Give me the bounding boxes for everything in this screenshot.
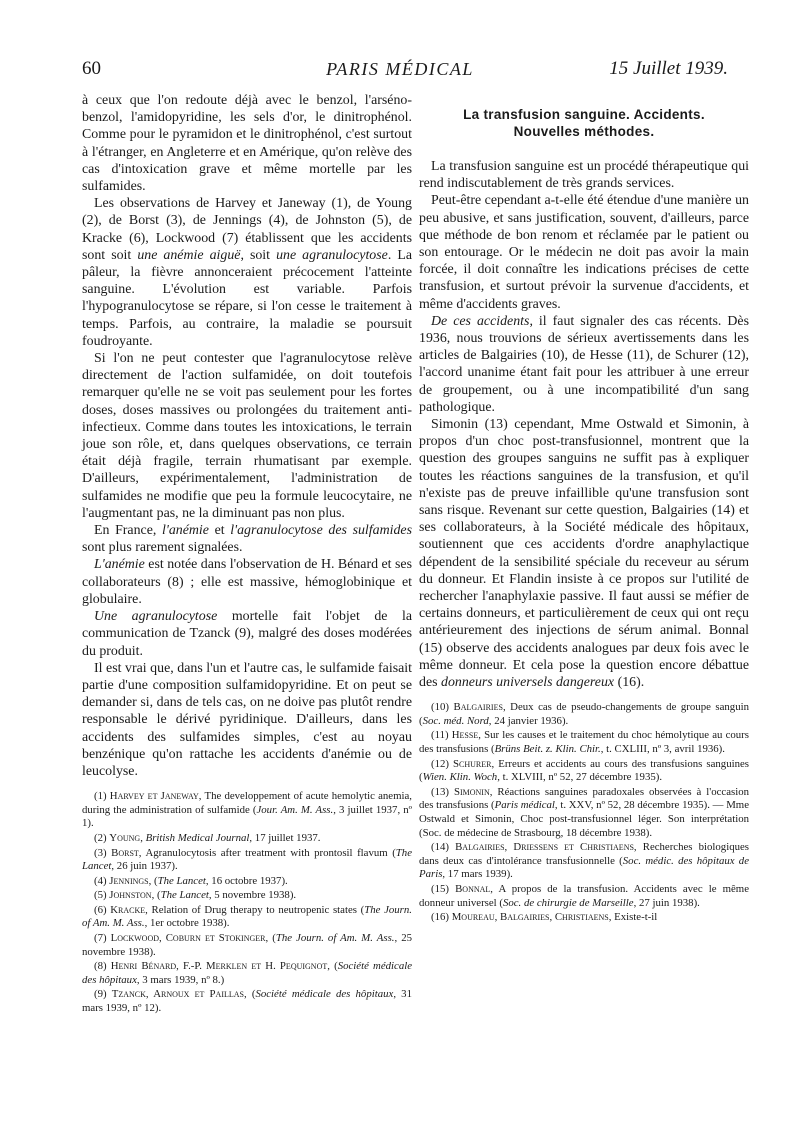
footnote: (4) Jennings, (The Lancet, 16 octobre 1937). xyxy=(94,874,288,887)
footnote: (6) Kracke, Relation of Drug therapy to neutropenic states (The Journ. of Am. M. Ass., 1er octobre 1938). xyxy=(82,903,412,930)
footnote: (11) Hesse, Sur les causes et le traitement du choc hémolytique au cours des transfusions (Brüns Beit. z. Klin. Chir., t. CXLIII, nº 3, avril 1936). xyxy=(419,729,749,756)
paragraph: L'anémie est notée dans l'observation de H. Bénard et ses collaborateurs (8) ; elle est massive, hémoglobinique et globulaire. xyxy=(82,557,412,607)
left-column xyxy=(82,92,412,1017)
paragraph: Si l'on ne peut contester que l'agranulocytose relève directement de l'action sulfamidée, on doit toutefois remarquer qu'elle ne se voit pas seulement pour les fortes doses, doses massives ou prolongées du traitement anti-infectieux. Comme dans toutes les intoxications, le terrain joue son rôle, et, dans quelques observations, ce terrain était déjà fragile, terrain rhumatisant par exemple. D'ailleurs, expérimentalement, l'administration de sulfamides ne modifie que peu la formule leucocytaire, ne l'augmentant pas, ne la diminuant pas non plus. xyxy=(82,351,412,521)
footnotes xyxy=(82,790,412,1016)
page-header xyxy=(0,58,800,92)
paragraph: Une agranulocytose mortelle fait l'objet de la communication de Tzanck (9), malgré des doses modérées du produit. xyxy=(82,609,412,659)
paragraph: De ces accidents, il faut signaler des cas récents. Dès 1936, nous trouvions de sérieux avertissements dans les articles de Balgairies (10), de Hesse (11), de Schurer (12), l'accord unanime étant fait pour les attribuer à une erreur de groupement, ou à une incompatibilité d'un sang pathologique. xyxy=(419,313,749,415)
paragraph: La transfusion sanguine est un procédé thérapeutique qui rend indiscutablement de très grands services. xyxy=(419,159,749,192)
footnote: (12) Schurer, Erreurs et accidents au cours des transfusions sanguines (Wien. Klin. Woch, t. XLVIII, nº 52, 27 décembre 1935). xyxy=(419,757,749,784)
paragraph: Simonin (13) cependant, Mme Ostwald et Simonin, à propos d'un choc post-transfusionnel, montrent que la question des groupes sanguins ne suffit pas à expliquer toutes les réactions sanguines de la transfusion, et qu'il n'existe pas de preuve infaillible qu'une transfusion sont sans risque. Revenant sur cette question, Balgairies (14) et ses collaborateurs, à la Société médicale des hôpitaux, soutiennent que ces accidents d'ordre anaphylactique dépendent de la sensibilité spéciale du receveur au sérum du donneur. Et Flandin insiste à ce propos sur l'utilité de rechercher l'anaphylaxie passive. Il faut aussi se méfier de certains donneurs, et particulièrement de ceux qui ont reçu antérieurement des injections de sérum animal. Bonnal (15) observe des accidents analogues par deux fois avec le même donneur. Et cela pose la question encore débattue des donneurs universels dangereux (16). xyxy=(419,417,749,691)
right-column xyxy=(419,92,749,926)
section-heading: La transfusion sanguine. Accidents. Nouvelles méthodes. xyxy=(463,107,705,139)
footnote: (14) Balgairies, Driessens et Christiaens, Recherches biologiques dans deux cas d'intolérance transfusionnelle (Soc. médic. des hôpitaux de Paris, 17 mars 1939). xyxy=(419,841,749,881)
paragraph: à ceux que l'on redoute déjà avec le benzol, l'arséno-benzol, l'amidopyridine, les sels d'or, le dinitrophénol. Comme pour le pyramidon et le dinitrophénol, c'est surtout à l'étranger, en Angleterre et en Amérique, qu'on relève des cas d'intoxication grave et même mortelle par les sulfamides. xyxy=(82,93,412,195)
paragraph: En France, l'anémie et l'agranulocytose des sulfamides sont plus rarement signalées. xyxy=(82,523,412,556)
page-number: 60 xyxy=(82,58,101,79)
journal-title: PARIS MÉDICAL xyxy=(326,59,474,79)
footnote: (2) Young, British Medical Journal, 17 juillet 1937. xyxy=(94,831,321,844)
paragraph: Peut-être cependant a-t-elle été étendue d'une manière un peu abusive, et sans justification, souvent, d'ailleurs, parce que méthode de bon renom et réclamée par le patient ou son entourage. Or le médecin ne doit pas avoir la main forcée, il doit connaître les indications précises de cette transfusion, et surtout prévoir la survenue d'accidents, et même d'accidents graves. xyxy=(419,193,749,312)
footnote: (13) Simonin, Réactions sanguines paradoxales observées à l'occasion des transfusions (Paris médical, t. XXV, nº 52, 28 décembre 1935). — Mme Ostwald et Simonin, Choc post-transfusionnel léger. Son interprétation (Soc. de médecine de Strasbourg, 18 décembre 1938). xyxy=(419,785,749,839)
paragraph: Les observations de Harvey et Janeway (1), de Young (2), de Borst (3), de Jennings (4), de Johnston (5), de Kracke (6), Lockwood (7) établissent que les accidents sont soit une anémie aiguë, soit une agranulocytose. La pâleur, la fièvre annonceraient précocement l'atteinte sanguine. L'évolution est variable. Parfois l'hypogranulocytose se répare, si l'on cesse le traitement à temps. Parfois, au contraire, la maladie se poursuit foudroyante. xyxy=(82,196,412,349)
footnote: (8) Henri Bénard, F.-P. Merklen et H. Pequignot, (Société médicale des hôpitaux, 3 mars 1939, nº 8.) xyxy=(82,960,413,986)
paragraph: Il est vrai que, dans l'un et l'autre cas, le sulfamide faisait partie d'une composition sulfamidopyridine. Et on peut se demander si, dans de tels cas, on ne doive pas plutôt rendre responsable le dérivé pyridinique. D'ailleurs, dans les accidents des sulfamides simples, c'est au noyau benzénique qu'on rattache les accidents d'anémie ou de leucolyse. xyxy=(82,660,412,779)
footnote: (10) Balgairies, Deux cas de pseudo-changements de groupe sanguin (Soc. méd. Nord, 24 janvier 1936). xyxy=(419,701,749,727)
footnotes xyxy=(419,701,749,925)
issue-date: 15 Juillet 1939. xyxy=(609,58,728,79)
footnote: (7) Lockwood, Coburn et Stokinger, (The Journ. of Am. M. Ass., 25 novembre 1938). xyxy=(82,932,413,958)
footnote: (16) Moureau, Balgairies, Christiaens, Existe-t-il xyxy=(431,911,658,924)
footnote: (5) Johnston, (The Lancet, 5 novembre 1938). xyxy=(94,889,297,902)
footnote: (3) Borst, Agranulocytosis after treatment with prontosil flavum (The Lancet, 26 juin 1937). xyxy=(82,846,412,873)
footnote: (9) Tzanck, Arnoux et Paillas, (Société médicale des hôpitaux, 31 mars 1939, nº 12). xyxy=(82,988,412,1015)
footnote: (15) Bonnal, A propos de la transfusion. Accidents avec le même donneur universel (Soc. de chirurgie de Marseille, 27 juin 1938). xyxy=(419,883,749,909)
footnote: (1) Harvey et Janeway, The developpement of acute hemolytic anemia, during the administration of sulfamide (Jour. Am. M. Ass., 3 juillet 1937, nº 1). xyxy=(82,790,412,830)
